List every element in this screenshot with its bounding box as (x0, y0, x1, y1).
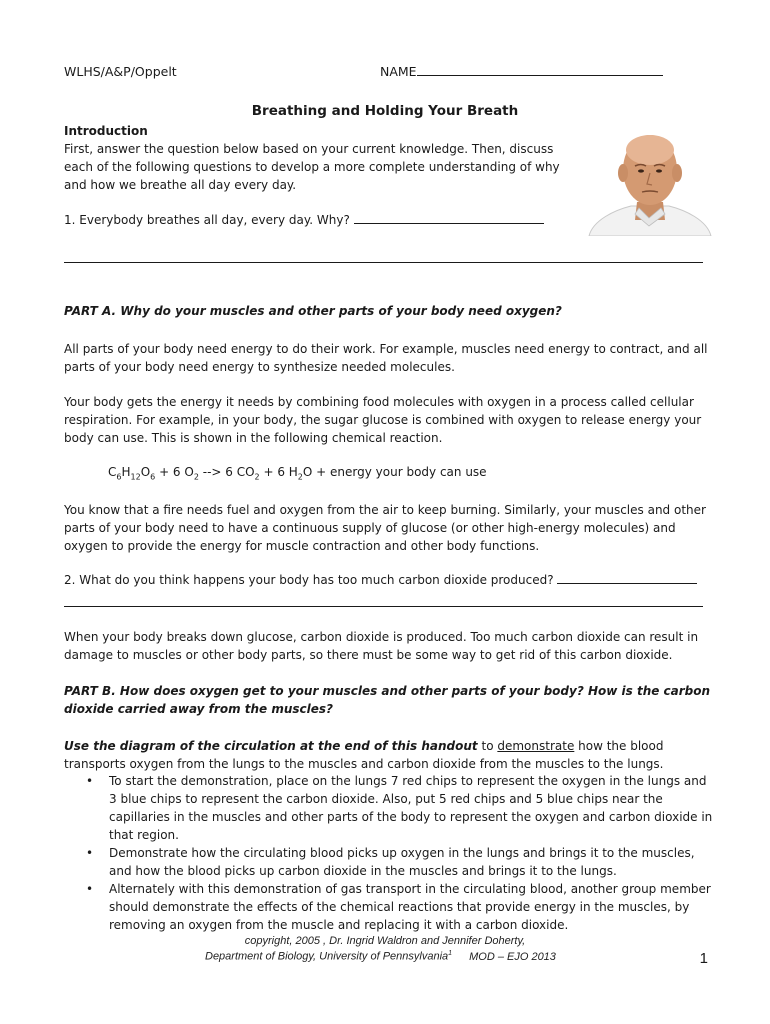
part-a-paragraph-3: You know that a fire needs fuel and oxygen from the air to keep burning. Similarly, your muscles and other parts of your body need to have a continuous supply of glucose (or other high-energy molecules) and oxygen to provide the energy for muscle contraction and other body functions. (64, 503, 706, 553)
bullet-icon: • (86, 846, 94, 860)
question-1 (64, 213, 544, 227)
part-a-paragraph-2: Your body gets the energy it needs by combining food molecules with oxygen in a process called cellular respiration. For example, in your body, the sugar glucose is combined with oxygen to release energy your body can use. This is shown in the following chemical reaction. (64, 395, 702, 445)
list-item-text: To start the demonstration, place on the lungs 7 red chips to represent the oxygen in the lungs and 3 blue chips to represent the carbon dioxide. Also, put 5 red chips and 5 blue chips near the capillaries in the muscles and other parts of the body to represent the oxygen and carbon dioxide in that region. (109, 774, 713, 842)
intro-text: First, answer the question below based on your current knowledge. Then, discuss each of the following questions to develop a more complete understanding of why and how we breathe all day every day. (64, 142, 560, 192)
name-label: NAME (380, 64, 417, 79)
part-a-heading: PART A. Why do your muscles and other parts of your body need oxygen? (64, 304, 562, 318)
question-2 (64, 573, 697, 587)
list-item (86, 772, 714, 844)
name-field[interactable] (380, 64, 663, 79)
intro-heading: Introduction (64, 124, 148, 138)
footer-department (205, 950, 556, 963)
part-b-intro-underlined: demonstrate (497, 739, 575, 753)
answer-line-2[interactable] (64, 606, 703, 607)
footer-department-text: Department of Biology, University of Pennsylvania (205, 950, 449, 963)
footer-copyright: copyright, 2005 , Dr. Ingrid Waldron and Jennifer Doherty, (244, 935, 526, 947)
question-1-text: 1. Everybody breathes all day, every day. Why? (64, 213, 350, 227)
footer-superscript: 1 (448, 950, 453, 957)
name-blank (417, 75, 663, 76)
bullet-icon: • (86, 774, 94, 788)
part-b-intro (64, 737, 714, 773)
part-b-intro-to: to (477, 739, 498, 753)
list-item (86, 844, 714, 880)
bullet-icon: • (86, 882, 94, 896)
list-item-text: Alternately with this demonstration of gas transport in the circulating blood, another group member should demonstrate the effects of the chemical reactions that provide energy in the muscles, by removing an oxygen from the muscle and replacing it with a carbon dioxide. (109, 882, 711, 932)
question-2-text: 2. What do you think happens your body has too much carbon dioxide produced? (64, 573, 554, 587)
page-number: 1 (699, 950, 708, 967)
part-b-heading: PART B. How does oxygen get to your muscles and other parts of your body? How is the carbon dioxide carried away from the muscles? (64, 684, 711, 716)
demonstration-steps (86, 772, 714, 934)
part-a-paragraph-4: When your body breaks down glucose, carbon dioxide is produced. Too much carbon dioxide can result in damage to muscles or other body parts, so there must be some way to get rid of this carbon dioxide. (64, 630, 699, 662)
chemical-equation: $C_6H_{12}O_6 + 6$ $O_2$ --> 6 $CO_2 + 6$ $H_2O$ + energy your body can use (108, 465, 487, 482)
page-title: Breathing and Holding Your Breath (251, 103, 519, 119)
question-2-answer-blank[interactable] (557, 583, 697, 584)
equation-tail: + energy your body can use (312, 465, 487, 479)
question-1-answer-blank[interactable] (354, 223, 544, 224)
man-portrait-image (585, 128, 715, 236)
part-b-intro-rest: how the blood transports oxygen from the lungs to the muscles and carbon dioxide from the muscles to the lungs. (64, 739, 664, 771)
portrait-illustration (585, 128, 715, 236)
course-label: WLHS/A&P/Oppelt (64, 64, 177, 79)
list-item (86, 880, 714, 934)
part-a-paragraph-1: All parts of your body need energy to do their work. For example, muscles need energy to contract, and all parts of your body need energy to synthesize needed molecules. (64, 342, 708, 374)
part-b-intro-bold: Use the diagram of the circulation at the end of this handout (64, 739, 478, 753)
list-item-text: Demonstrate how the circulating blood picks up oxygen in the lungs and brings it to the muscles, and how the blood picks up carbon dioxide in the muscles and brings it to the lungs. (109, 846, 695, 878)
footer-mod: MOD – EJO 2013 (469, 950, 556, 963)
answer-line-1[interactable] (64, 262, 703, 263)
